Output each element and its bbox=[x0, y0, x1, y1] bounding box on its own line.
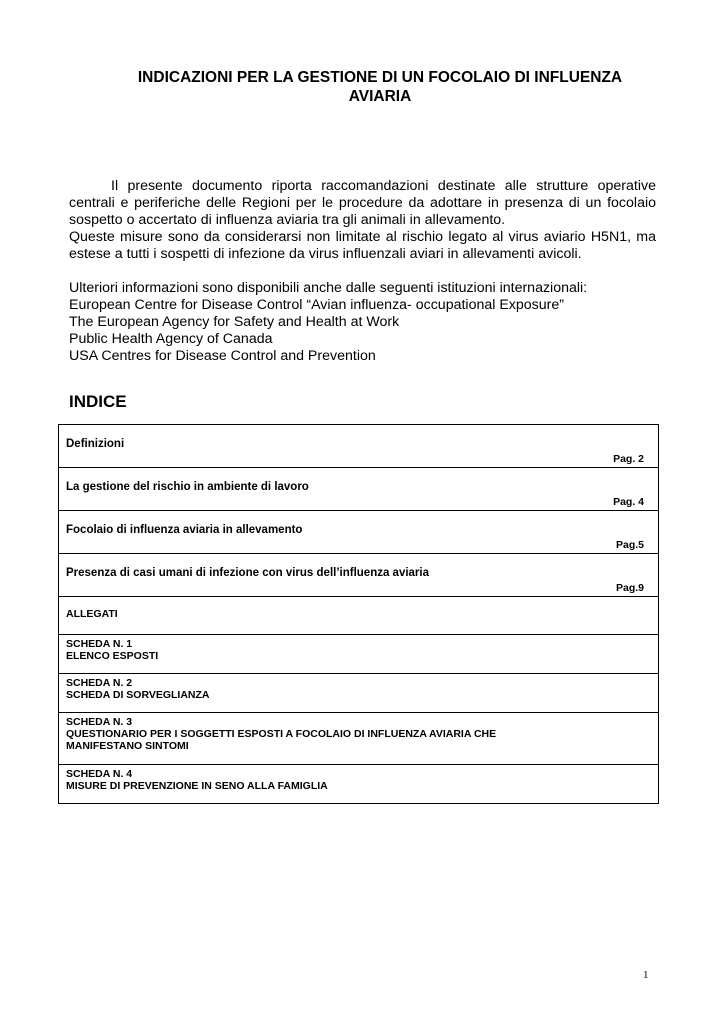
scheda-entry bbox=[59, 674, 659, 713]
title-line-2: AVIARIA bbox=[348, 88, 412, 105]
intro-paragraph-2: Queste misure sono da considerarsi non limitate al rischio legato al virus aviario H5N1, ma estese a tutti i sospetti di infezione da virus influenzali aviari in allevamenti avicoli. bbox=[69, 229, 656, 262]
toc-entry bbox=[59, 425, 659, 468]
source-item: USA Centres for Disease Control and Prevention bbox=[69, 348, 376, 364]
scheda-row bbox=[59, 635, 659, 674]
toc-entry-label: La gestione del rischio in ambiente di lavoro bbox=[66, 481, 309, 493]
toc-entry-label: Focolaio di influenza aviaria in allevamento bbox=[66, 524, 303, 536]
toc-row bbox=[59, 554, 659, 597]
scheda-title: QUESTIONARIO PER I SOGGETTI ESPOSTI A FOCOLAIO DI INFLUENZA AVIARIA CHE MANIFESTANO SINTOMI bbox=[66, 728, 497, 752]
intro-paragraph-1: Il presente documento riporta raccomandazioni destinate alle strutture operative centrali e periferiche delle Regioni per le procedure da adottare in presenza di un focolaio sospetto o accertato di influenza aviaria tra gli animali in allevamento. bbox=[69, 178, 656, 228]
toc-row bbox=[59, 468, 659, 511]
toc-entry-label: Presenza di casi umani di infezione con virus dell’influenza aviaria bbox=[66, 567, 430, 579]
scheda-row bbox=[59, 674, 659, 713]
toc-entry-page: Pag.9 bbox=[615, 582, 644, 594]
toc-row bbox=[59, 425, 659, 468]
scheda-number: SCHEDA N. 2 bbox=[66, 677, 133, 689]
toc-row bbox=[59, 511, 659, 554]
toc-entry bbox=[59, 468, 659, 511]
title-line-1: INDICAZIONI PER LA GESTIONE DI UN FOCOLAIO DI INFLUENZA bbox=[137, 69, 623, 86]
source-item: Public Health Agency of Canada bbox=[69, 331, 273, 347]
source-item: European Centre for Disease Control “Avian influenza- occupational Exposure” bbox=[69, 297, 564, 313]
allegati-heading bbox=[59, 597, 659, 635]
index-table bbox=[58, 424, 659, 804]
scheda-number: SCHEDA N. 3 bbox=[66, 716, 133, 728]
allegati-label: ALLEGATI bbox=[66, 608, 118, 620]
scheda-title: SCHEDA DI SORVEGLIANZA bbox=[66, 689, 210, 701]
scheda-row bbox=[59, 765, 659, 804]
scheda-entry bbox=[59, 765, 659, 804]
scheda-title: ELENCO ESPOSTI bbox=[66, 650, 159, 662]
index-heading: INDICE bbox=[69, 392, 127, 411]
scheda-entry bbox=[59, 713, 659, 765]
scheda-number: SCHEDA N. 1 bbox=[66, 638, 133, 650]
toc-entry-page: Pag. 2 bbox=[613, 453, 644, 465]
page-number: 1 bbox=[643, 969, 649, 981]
scheda-row bbox=[59, 713, 659, 765]
document-title bbox=[60, 68, 700, 106]
scheda-number: SCHEDA N. 4 bbox=[66, 768, 133, 780]
source-item: The European Agency for Safety and Health at Work bbox=[69, 314, 400, 330]
scheda-title: MISURE DI PREVENZIONE IN SENO ALLA FAMIGLIA bbox=[66, 780, 328, 792]
toc-entry-label: Definizioni bbox=[66, 438, 125, 450]
intro-section bbox=[69, 178, 656, 365]
intro-paragraph-3: Ulteriori informazioni sono disponibili anche dalle seguenti istituzioni internazionali: bbox=[69, 280, 588, 296]
toc-entry bbox=[59, 511, 659, 554]
toc-entry-page: Pag.5 bbox=[615, 539, 644, 551]
scheda-entry bbox=[59, 635, 659, 674]
toc-entry bbox=[59, 554, 659, 597]
toc-row bbox=[59, 597, 659, 635]
toc-entry-page: Pag. 4 bbox=[613, 496, 644, 508]
